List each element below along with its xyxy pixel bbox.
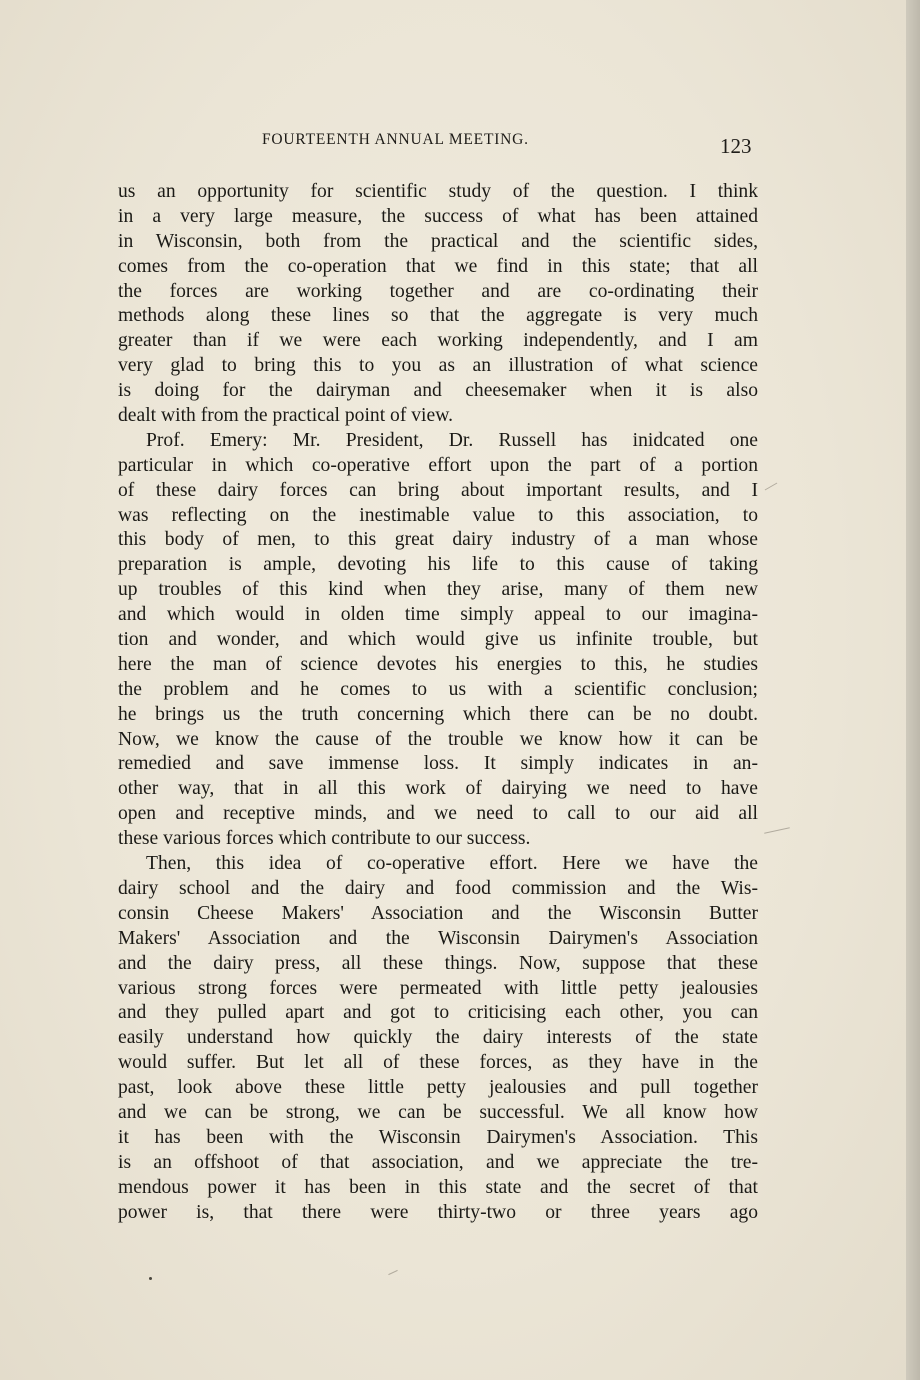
page-edge xyxy=(906,0,920,1380)
text-line: remedied and save immense loss. It simply indicates in an- xyxy=(118,753,758,775)
text-line: methods along these lines so that the aggregate is very much xyxy=(118,305,758,327)
text-line: these various forces which contribute to our success. xyxy=(118,828,531,850)
text-line: Then, this idea of co-operative effort. Here we have the xyxy=(146,853,758,875)
text-line: particular in which co-operative effort upon the part of a portion xyxy=(118,454,758,476)
text-line: here the man of science devotes his energies to this, he studies xyxy=(118,653,758,675)
page-number: 123 xyxy=(720,134,752,158)
text-line: us an opportunity for scientific study of the question. I think xyxy=(118,181,758,202)
text-line: tion and wonder, and which would give us infinite trouble, but xyxy=(118,629,758,651)
margin-mark xyxy=(388,1270,397,1275)
running-head: FOURTEENTH ANNUAL MEETING. xyxy=(262,131,529,148)
text-line: other way, that in all this work of dairying we need to have xyxy=(118,778,758,800)
body-text xyxy=(118,180,758,1225)
text-line: and which would in olden time simply appeal to our imagina- xyxy=(118,604,758,626)
text-line: of these dairy forces can bring about important results, and I xyxy=(118,479,758,501)
text-line: dealt with from the practical point of view. xyxy=(118,405,453,427)
text-line: very glad to bring this to you as an illustration of what science xyxy=(118,355,758,377)
text-line: Now, we know the cause of the trouble we know how it can be xyxy=(118,728,758,750)
text-line: comes from the co-operation that we find in this state; that all xyxy=(118,255,758,277)
text-line: consin Cheese Makers' Association and the Wisconsin Butter xyxy=(118,902,758,924)
text-line: power is, that there were thirty-two or three years ago xyxy=(118,1201,758,1223)
text-line: in a very large measure, the success of what has been attained xyxy=(118,205,758,227)
text-line: past, look above these little petty jealousies and pull together xyxy=(118,1077,758,1099)
text-line: and the dairy press, all these things. Now, suppose that these xyxy=(118,952,758,974)
text-line: this body of men, to this great dairy industry of a man whose xyxy=(118,529,758,551)
text-line: mendous power it has been in this state and the secret of that xyxy=(118,1176,758,1198)
text-line: easily understand how quickly the dairy interests of the state xyxy=(118,1027,758,1049)
text-line: in Wisconsin, both from the practical and the scientific sides, xyxy=(118,230,758,252)
text-line: would suffer. But let all of these forces, as they have in the xyxy=(118,1052,758,1074)
text-line: and we can be strong, we can be successful. We all know how xyxy=(118,1101,758,1123)
text-line: dairy school and the dairy and food commission and the Wis- xyxy=(118,877,758,899)
text-line: the problem and he comes to us with a scientific conclusion; xyxy=(118,678,758,700)
text-line: and they pulled apart and got to criticising each other, you can xyxy=(118,1002,758,1024)
text-line: greater than if we were each working independently, and I am xyxy=(118,330,758,352)
text-line: open and receptive minds, and we need to call to our aid all xyxy=(118,803,758,825)
text-line: he brings us the truth concerning which there can be no doubt. xyxy=(118,703,758,725)
speck xyxy=(149,1277,152,1280)
text-line: preparation is ample, devoting his life to this cause of taking xyxy=(118,554,758,576)
text-line: various strong forces were permeated with little petty jealousies xyxy=(118,977,758,999)
text-line: Prof. Emery: Mr. President, Dr. Russell has inidcated one xyxy=(146,429,758,451)
text-line: Makers' Association and the Wisconsin Dairymen's Association xyxy=(118,927,758,949)
text-line: was reflecting on the inestimable value to this association, to xyxy=(118,504,758,526)
text-line: is doing for the dairyman and cheesemaker when it is also xyxy=(118,380,758,402)
margin-mark xyxy=(765,483,778,491)
text-line: the forces are working together and are co-ordinating their xyxy=(118,280,758,302)
text-line: it has been with the Wisconsin Dairymen's Association. This xyxy=(118,1126,758,1148)
margin-mark xyxy=(764,827,790,833)
text-line: up troubles of this kind when they arise, many of them new xyxy=(118,579,758,601)
text-line: is an offshoot of that association, and we appreciate the tre- xyxy=(118,1151,758,1173)
